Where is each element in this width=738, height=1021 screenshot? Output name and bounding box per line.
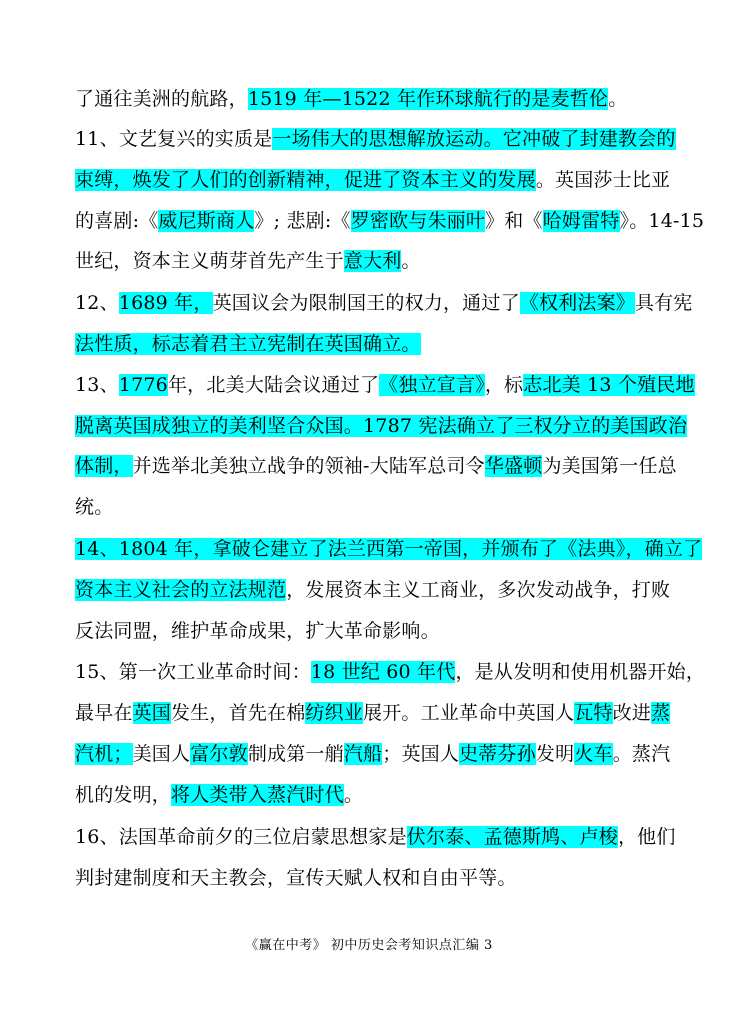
text-line [75,657,705,687]
text-segment: 世纪，资本主义萌芽首先产生于 [75,250,344,272]
highlighted-text: 汽船 [343,743,383,765]
highlighted-text: 英国 [132,702,172,724]
text-segment: 展开。工业革命中英国人 [363,702,575,724]
text-line [75,165,670,195]
text-segment: ，发展资本主义工商业，多次发动战争，打败 [286,579,671,601]
text-segment: 机的发明， [75,784,172,806]
text-line [75,616,440,646]
highlighted-text: 志北美 13 个殖民地 [523,374,695,396]
text-segment: 》。14-15 [619,210,705,232]
text-segment: 。 [608,88,628,110]
text-segment: 英国议会为限制国王的权力，通过了 [212,292,520,314]
text-segment: 了通往美洲的航路， [75,88,248,110]
highlighted-text: 伏尔泰、孟德斯鸠、卢梭 [406,826,618,848]
highlighted-text: 富尔敦 [190,743,248,765]
highlighted-text: 纺织业 [305,702,364,724]
text-segment: 》; 悲剧:《 [254,210,351,232]
text-segment: 12、 [75,292,119,314]
highlighted-text: 资本主义社会的立法规范 [75,579,287,601]
highlighted-text: 《权利法案》 [519,292,635,314]
text-segment: 改进 [612,702,652,724]
text-segment: 美国人 [132,743,191,765]
highlighted-text: 《独立宣言》 [379,374,485,396]
text-segment: ，他们 [617,826,676,848]
highlighted-text: 体制， [75,455,133,477]
highlighted-text: 意大利 [343,250,402,272]
text-segment: 11、文艺复兴的实质是 [75,128,273,150]
highlighted-text: 1519 年—1522 年作环球航行的是麦哲伦 [247,88,609,110]
text-line [75,329,421,359]
highlighted-text: 法性质，标志着君主立宪制在英国确立。 [75,333,421,355]
highlighted-text: 将人类带入蒸汽时代 [171,784,344,806]
highlighted-text: 14、1804 年，拿破仑建立了法兰西第一帝国，并颁布了《法典》，确立了 [75,538,703,560]
text-segment: 具有宪 [634,292,693,314]
text-segment: 。蒸汽 [612,743,671,765]
text-segment: 判封建制度和天主教会，宣传天赋人权和自由平等。 [75,867,517,889]
highlighted-text: 史蒂芬孙 [459,743,536,765]
text-segment: 为美国第一任总 [542,455,677,477]
text-line [75,451,677,481]
page-footer: 《赢在中考》 初中历史会考知识点汇编 3 [245,938,493,953]
highlighted-text: 1689 年， [118,292,213,314]
text-segment: 。 [401,250,421,272]
text-line [75,863,517,893]
text-line [75,370,695,400]
text-line [75,288,693,318]
text-line [75,246,421,276]
highlighted-text: 罗密欧与朱丽叶 [350,210,486,232]
text-segment: 发生，首先在棉 [171,702,306,724]
text-line [75,780,363,810]
text-segment: 。英国莎士比亚 [535,169,671,191]
highlighted-text: 威尼斯商人 [158,210,255,232]
highlighted-text: 哈姆雷特 [542,210,620,232]
highlighted-text: 瓦特 [574,702,613,724]
highlighted-text: 束缚，焕发了人们的创新精神，促进了资本主义的发展 [75,169,536,191]
highlighted-text: 18 世纪 60 年代 [310,661,456,683]
highlighted-text: 1776 [118,374,168,396]
text-line [75,206,704,236]
text-segment: 制成第一艄 [247,743,344,765]
text-segment: 》和《 [485,210,543,232]
text-segment: 。 [343,784,364,806]
text-line [75,411,687,441]
text-segment: ，标 [484,374,524,396]
highlighted-text: 一场伟大的思想解放运动。它冲破了封建教会的 [272,128,676,150]
text-segment: 统。 [75,496,114,518]
text-segment: 15、第一次工业革命时间： [75,661,311,683]
text-segment: 并选举北美独立战争的领袖-大陆军总司令 [132,455,485,477]
text-segment: 反法同盟，维护革命成果，扩大革命影响。 [75,620,440,642]
highlighted-text: 脱离英国成独立的美利坚合众国。1787 宪法确立了三权分立的美国政治 [75,415,688,437]
text-line [75,492,113,522]
highlighted-text: 蒸 [651,702,671,724]
text-line [75,534,702,564]
text-segment: 13、 [75,374,119,396]
text-line [75,575,670,605]
highlighted-text: 华盛顿 [484,455,543,477]
text-line [75,822,676,852]
text-segment: 最早在 [75,702,133,724]
text-line [75,124,676,154]
text-segment: 16、法国革命前夕的三位启蒙思想家是 [75,826,407,848]
text-segment: 年，北美大陆会议通过了 [167,374,380,396]
text-line [75,84,627,114]
highlighted-text: 汽机； [75,743,133,765]
text-segment: 的喜剧:《 [75,210,159,232]
text-segment: ；英国人 [382,743,460,765]
highlighted-text: 火车 [574,743,613,765]
text-line [75,739,670,769]
text-segment: ，是从发明和使用机器开始， [455,661,706,683]
text-line [75,698,670,728]
text-segment: 发明 [535,743,575,765]
